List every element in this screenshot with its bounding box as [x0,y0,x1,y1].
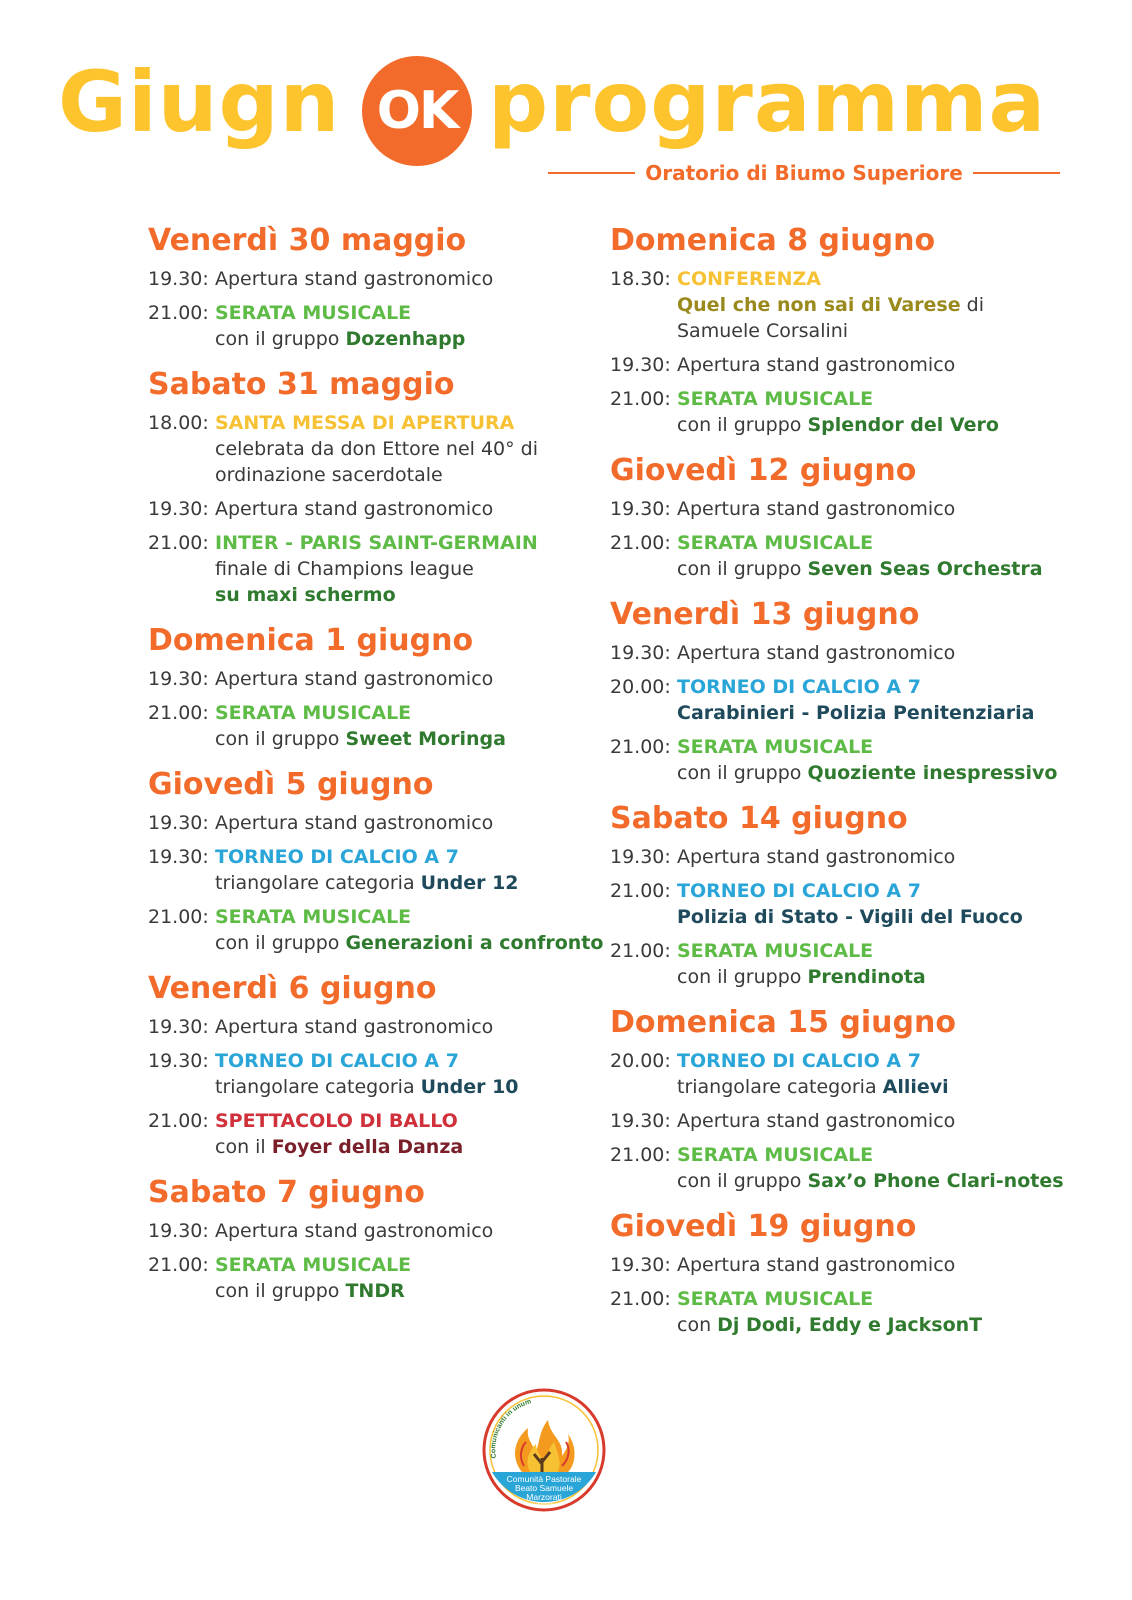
event-description [215,1218,598,1244]
event-time: 21.00: [610,532,671,554]
event-line [215,1074,598,1100]
day-block [610,596,1080,786]
subtitle-row [548,158,1060,188]
event-text: con il gruppo [215,328,346,350]
event-highlight: Prendinota [807,966,926,988]
event-description [215,496,598,522]
day-title: Sabato 7 giugno [148,1175,425,1210]
event-highlight: TORNEO DI CALCIO A 7 [215,846,459,868]
event-description [215,266,598,292]
event-text: triangolare categoria [677,1076,883,1098]
ok-badge [362,56,472,166]
event-highlight: TORNEO DI CALCIO A 7 [677,880,921,902]
day-block [610,800,1080,990]
event-highlight: Foyer della Danza [271,1136,464,1158]
event-line [215,1108,598,1134]
event-description [677,1108,1080,1134]
event-time: 19.30: [610,498,671,520]
event-time: 19.30: [610,1254,671,1276]
event-text: celebrata da don Ettore nel 40° di [215,438,539,460]
event-description [215,666,598,692]
event-line [215,266,598,292]
event-time: 19.30: [610,642,671,664]
event-text: Samuele Corsalini [677,320,849,342]
event-description [677,1048,1080,1100]
event-time: 18.00: [148,412,209,434]
event-line [677,412,1080,438]
event-row [610,1108,1080,1134]
day-block [148,766,604,956]
event-text: Apertura stand gastronomico [677,1254,956,1276]
event-highlight: Carabinieri - Polizia Penitenziaria [677,702,1035,724]
parish-logo [478,1384,610,1516]
event-description [215,700,598,752]
event-text: di [960,294,985,316]
event-row [148,700,598,752]
event-text: con il gruppo [215,1280,346,1302]
event-text: Apertura stand gastronomico [677,642,956,664]
event-highlight: SERATA MUSICALE [677,1288,874,1310]
event-text: con [677,1314,718,1336]
event-time: 21.00: [148,1110,209,1132]
event-time: 19.30: [148,268,209,290]
event-row [148,1252,598,1304]
day-title: Venerdì 6 giugno [148,971,437,1006]
event-row [610,734,1080,786]
event-highlight: TORNEO DI CALCIO A 7 [677,1050,921,1072]
event-text: con il gruppo [677,1170,808,1192]
subtitle-rule-right [973,172,1060,174]
event-description [677,1142,1080,1194]
day-block [148,970,598,1160]
event-line [215,904,603,930]
event-row [148,496,598,522]
event-text: ordinazione sacerdotale [215,464,443,486]
day-title: Giovedì 5 giugno [148,767,434,802]
day-block [610,222,1080,438]
event-highlight: SERATA MUSICALE [215,702,412,724]
event-description [215,410,598,488]
event-row [148,300,598,352]
event-highlight: TNDR [345,1280,405,1302]
event-line [677,292,1080,318]
event-text: con il gruppo [677,966,808,988]
event-description [677,734,1080,786]
day-block [610,1004,1080,1194]
event-description [215,1048,598,1100]
event-line [215,700,598,726]
event-line [215,930,603,956]
event-time: 21.00: [148,302,209,324]
logo-line-3: Marzorati [526,1492,562,1502]
event-row [610,1286,1080,1338]
event-time: 19.30: [610,1110,671,1132]
event-row [610,1142,1080,1194]
event-highlight: SPETTACOLO DI BALLO [215,1110,458,1132]
event-highlight: TORNEO DI CALCIO A 7 [215,1050,459,1072]
day-title: Giovedì 19 giugno [610,1209,917,1244]
event-line [215,496,598,522]
event-line [677,734,1080,760]
event-description [215,904,603,956]
event-text: con il gruppo [677,762,808,784]
event-time: 21.00: [610,940,671,962]
event-description [677,938,1080,990]
day-block [148,366,598,608]
event-time: 20.00: [610,676,671,698]
event-line [677,352,1080,378]
event-highlight: Polizia di Stato - Vigili del Fuoco [677,906,1023,928]
subtitle: Oratorio di Biumo Superiore [645,161,963,185]
event-line [215,666,598,692]
subtitle-rule-left [548,172,635,174]
event-row [148,410,598,488]
event-highlight: SERATA MUSICALE [215,302,412,324]
event-row [148,530,598,608]
event-line [215,810,598,836]
event-time: 21.00: [148,702,209,724]
event-highlight: Quoziente inespressivo [807,762,1058,784]
event-text: Apertura stand gastronomico [677,498,956,520]
title-programma: programma [488,53,1047,151]
event-line [215,1252,598,1278]
event-highlight: su maxi schermo [215,584,396,606]
event-line [677,556,1080,582]
event-description [677,878,1080,930]
event-description [215,530,598,608]
event-row [610,352,1080,378]
event-text: con il gruppo [215,932,346,954]
event-row [610,530,1080,582]
event-row [610,844,1080,870]
event-line [677,1108,1080,1134]
event-highlight: SANTA MESSA DI APERTURA [215,412,515,434]
event-text: Apertura stand gastronomico [677,354,956,376]
event-line [677,964,1080,990]
logo-line-1: Comunità Pastorale [506,1474,582,1484]
event-time: 19.30: [148,846,209,868]
event-line [215,582,598,608]
event-description [677,386,1080,438]
event-highlight: Sax’o Phone Clari-notes [807,1170,1064,1192]
event-line [677,266,1080,292]
event-description [215,300,598,352]
day-title: Venerdì 30 maggio [148,223,467,258]
event-time: 18.30: [610,268,671,290]
event-row [148,266,598,292]
event-time: 21.00: [610,1144,671,1166]
event-line [215,726,598,752]
event-text: finale di Champions league [215,558,474,580]
event-time: 19.30: [148,812,209,834]
day-block [148,1174,598,1304]
event-row [148,844,598,896]
event-highlight: SERATA MUSICALE [677,388,874,410]
event-description [677,266,1080,344]
event-line [677,496,1080,522]
event-row [148,1108,598,1160]
day-title: Sabato 31 maggio [148,367,455,402]
event-time: 20.00: [610,1050,671,1072]
event-row [610,878,1080,930]
event-line [677,530,1080,556]
event-time: 21.00: [148,532,209,554]
event-text: Apertura stand gastronomico [677,846,956,868]
event-line [215,436,598,462]
event-highlight: Splendor del Vero [807,414,999,436]
event-line [215,556,598,582]
event-description [677,1252,1080,1278]
event-text: con il [215,1136,272,1158]
parish-logo-emblem [478,1384,610,1516]
event-line [677,1168,1080,1194]
event-line [677,760,1080,786]
event-description [215,810,598,836]
event-line [215,530,598,556]
day-title: Giovedì 12 giugno [610,453,917,488]
event-line [677,844,1080,870]
event-line [677,1142,1080,1168]
day-title: Domenica 15 giugno [610,1005,956,1040]
event-description [677,674,1080,726]
day-block [610,1208,1080,1338]
event-highlight: Under 10 [420,1076,519,1098]
event-line [677,938,1080,964]
poster-header [0,0,1132,200]
event-time: 19.30: [148,1050,209,1072]
event-description [677,1286,1080,1338]
day-block [610,452,1080,582]
event-text: Apertura stand gastronomico [677,1110,956,1132]
event-highlight: Generazioni a confronto [345,932,604,954]
event-line [677,1252,1080,1278]
event-row [610,674,1080,726]
event-row [148,810,598,836]
event-text: con il gruppo [677,414,808,436]
schedule-column-right [610,222,1080,1352]
event-highlight: SERATA MUSICALE [677,736,874,758]
event-line [215,1278,598,1304]
event-row [148,1014,598,1040]
event-description [677,496,1080,522]
event-row [610,266,1080,344]
event-line [215,462,598,488]
event-line [677,1286,1080,1312]
day-title: Sabato 14 giugno [610,801,908,836]
event-text: Apertura stand gastronomico [215,1016,494,1038]
event-row [610,1252,1080,1278]
event-time: 19.30: [610,846,671,868]
event-row [148,666,598,692]
day-block [148,622,598,752]
day-title: Domenica 8 giugno [610,223,936,258]
event-description [677,844,1080,870]
event-highlight: SERATA MUSICALE [677,940,874,962]
event-description [677,640,1080,666]
event-line [215,870,598,896]
event-line [677,386,1080,412]
event-highlight: TORNEO DI CALCIO A 7 [677,676,921,698]
event-line [215,410,598,436]
event-text: Apertura stand gastronomico [215,1220,494,1242]
event-row [148,904,604,956]
event-highlight: Quel che non sai di Varese [677,294,961,316]
event-time: 21.00: [610,388,671,410]
event-highlight: Sweet Moringa [345,728,506,750]
event-highlight: SERATA MUSICALE [215,1254,412,1276]
event-line [215,1048,598,1074]
event-highlight: Seven Seas Orchestra [807,558,1043,580]
event-time: 19.30: [148,668,209,690]
event-highlight: Dozenhapp [345,328,466,350]
event-line [215,326,598,352]
event-description [677,530,1080,582]
event-line [215,1218,598,1244]
event-line [677,318,1080,344]
event-highlight: Dj Dodi, Eddy e JacksonT [717,1314,983,1336]
event-row [610,386,1080,438]
event-time: 19.30: [610,354,671,376]
event-highlight: SERATA MUSICALE [215,906,412,928]
schedule-column-left [148,222,604,1318]
event-time: 21.00: [610,1288,671,1310]
event-row [610,1048,1080,1100]
event-text: con il gruppo [215,728,346,750]
event-text: Apertura stand gastronomico [215,498,494,520]
event-line [677,878,1080,904]
event-highlight: Under 12 [420,872,519,894]
event-highlight: CONFERENZA [677,268,821,290]
event-line [215,1134,598,1160]
event-time: 21.00: [610,880,671,902]
title-giugn: Giugn [58,53,341,151]
event-text: con il gruppo [677,558,808,580]
day-title: Venerdì 13 giugno [610,597,920,632]
event-line [215,300,598,326]
event-text: Apertura stand gastronomico [215,268,494,290]
event-row [148,1218,598,1244]
event-row [610,938,1080,990]
event-highlight: Allievi [882,1076,949,1098]
event-time: 19.30: [148,1220,209,1242]
event-description [215,844,598,896]
event-line [215,844,598,870]
event-line [677,1048,1080,1074]
event-description [677,352,1080,378]
event-line [677,1074,1080,1100]
event-time: 21.00: [148,906,209,928]
event-line [677,640,1080,666]
day-block [148,222,598,352]
event-line [215,1014,598,1040]
event-line [677,674,1080,700]
event-row [148,1048,598,1100]
event-time: 19.30: [148,498,209,520]
event-description [215,1252,598,1304]
day-title: Domenica 1 giugno [148,623,474,658]
event-highlight: INTER - PARIS SAINT-GERMAIN [215,532,538,554]
event-time: 21.00: [610,736,671,758]
event-text: triangolare categoria [215,872,421,894]
ok-badge-text: OK [376,81,458,141]
event-text: Apertura stand gastronomico [215,812,494,834]
event-line [677,700,1080,726]
event-highlight: SERATA MUSICALE [677,1144,874,1166]
event-text: Apertura stand gastronomico [215,668,494,690]
event-time: 19.30: [148,1016,209,1038]
event-line [677,1312,1080,1338]
logo-line-4: VARESE [534,1503,554,1509]
event-highlight: SERATA MUSICALE [677,532,874,554]
event-line [677,904,1080,930]
event-row [610,640,1080,666]
event-description [215,1014,598,1040]
event-time: 21.00: [148,1254,209,1276]
event-row [610,496,1080,522]
event-description [215,1108,598,1160]
logo-arc-textpath: Comunicanti in unum [490,1398,533,1459]
event-text: triangolare categoria [215,1076,421,1098]
logo-line-2: Beato Samuele [514,1483,574,1493]
